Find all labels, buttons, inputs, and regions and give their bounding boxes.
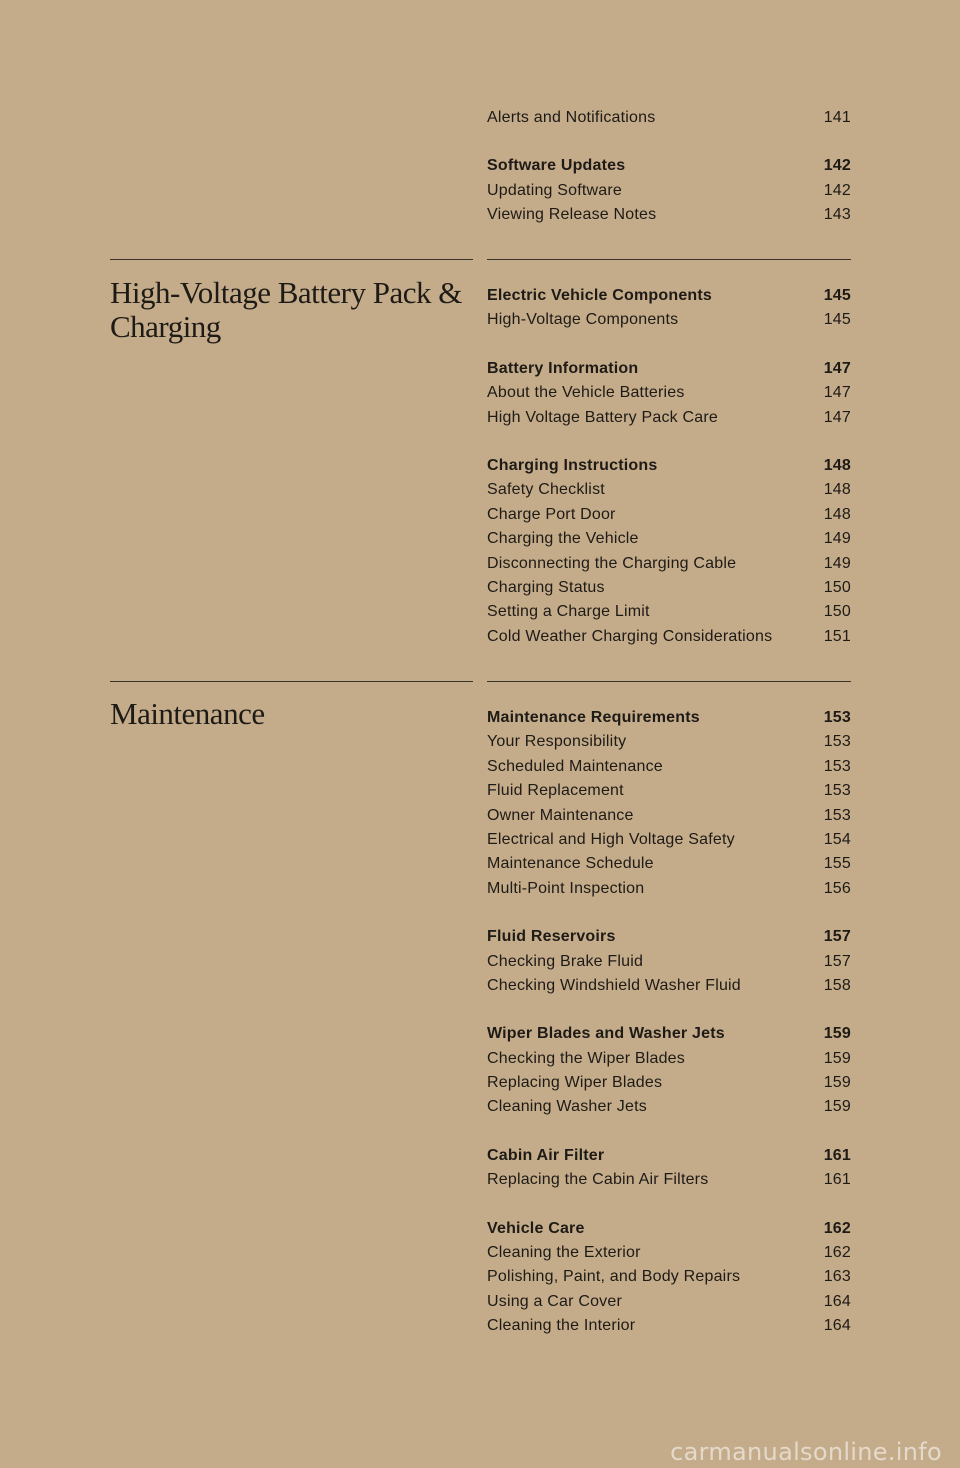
toc-entry-text: Maintenance Schedule bbox=[487, 855, 654, 873]
toc-entry[interactable] bbox=[487, 1241, 851, 1265]
toc-entry-page: 156 bbox=[823, 879, 851, 897]
toc-heading-text: Electric Vehicle Components bbox=[487, 287, 713, 304]
toc-entry-text: Checking Brake Fluid bbox=[487, 952, 644, 970]
toc-entry-page: 142 bbox=[823, 181, 851, 199]
toc-entry[interactable] bbox=[487, 828, 851, 852]
section-divider-left bbox=[110, 681, 473, 682]
toc-entry[interactable] bbox=[487, 730, 851, 754]
toc-section-maintenance bbox=[487, 706, 851, 1339]
toc-group-heading[interactable] bbox=[487, 454, 851, 478]
toc-entry[interactable] bbox=[487, 755, 851, 779]
toc-heading-text: Software Updates bbox=[487, 157, 626, 175]
toc-entry[interactable] bbox=[487, 877, 851, 901]
toc-entry-page: 164 bbox=[823, 1317, 851, 1335]
toc-entry-text: Polishing, Paint, and Body Repairs bbox=[487, 1268, 741, 1286]
toc-entry-text: Multi-Point Inspection bbox=[487, 879, 645, 897]
toc-entry-page: 151 bbox=[823, 627, 851, 645]
toc-heading-page: 157 bbox=[823, 928, 851, 946]
toc-entry[interactable] bbox=[487, 600, 851, 624]
toc-entry-page: 153 bbox=[823, 733, 851, 751]
toc-entry-page: 149 bbox=[823, 530, 851, 548]
toc-entry[interactable] bbox=[487, 1265, 851, 1289]
toc-entry-text: Viewing Release Notes bbox=[487, 206, 657, 224]
toc-heading-page: 153 bbox=[823, 709, 851, 726]
toc-group-heading[interactable] bbox=[487, 1217, 851, 1241]
toc-entry[interactable] bbox=[487, 552, 851, 576]
toc-entry-page: 162 bbox=[823, 1244, 851, 1262]
toc-entry-page: 153 bbox=[823, 757, 851, 775]
toc-group-heading[interactable] bbox=[487, 357, 851, 381]
toc-entry-text: Cleaning the Exterior bbox=[487, 1244, 641, 1262]
watermark: carmanualsonline.info bbox=[670, 1438, 942, 1466]
toc-entry-text: High-Voltage Components bbox=[487, 311, 679, 329]
toc-entry-page: 141 bbox=[823, 109, 851, 126]
toc-heading-text: Cabin Air Filter bbox=[487, 1146, 605, 1164]
toc-entry-text: Checking Windshield Washer Fluid bbox=[487, 976, 741, 994]
toc-entry-text: Electrical and High Voltage Safety bbox=[487, 830, 735, 848]
toc-heading-text: Maintenance Requirements bbox=[487, 709, 700, 726]
toc-entry-page: 164 bbox=[823, 1292, 851, 1310]
toc-entry-page: 159 bbox=[823, 1049, 851, 1067]
toc-entry-page: 143 bbox=[823, 206, 851, 224]
toc-entry-page: 163 bbox=[823, 1268, 851, 1286]
toc-group-heading[interactable] bbox=[487, 1022, 851, 1046]
toc-entry[interactable] bbox=[487, 1314, 851, 1338]
toc-entry-text: Safety Checklist bbox=[487, 481, 605, 499]
toc-entry-text: About the Vehicle Batteries bbox=[487, 384, 685, 402]
toc-entry[interactable] bbox=[487, 406, 851, 430]
toc-entry-text: Fluid Replacement bbox=[487, 782, 624, 800]
toc-entry-page: 150 bbox=[823, 603, 851, 621]
toc-heading-page: 161 bbox=[823, 1146, 851, 1164]
toc-entry[interactable] bbox=[487, 503, 851, 527]
toc-entry-page: 154 bbox=[823, 830, 851, 848]
toc-entry[interactable] bbox=[487, 527, 851, 551]
toc-entry[interactable] bbox=[487, 974, 851, 998]
toc-entry-text: Updating Software bbox=[487, 181, 623, 199]
toc-entry-text: High Voltage Battery Pack Care bbox=[487, 408, 719, 426]
toc-top-continuation bbox=[487, 106, 851, 228]
toc-entry-page: 149 bbox=[823, 554, 851, 572]
toc-entry-page: 153 bbox=[823, 782, 851, 800]
toc-heading-text: Charging Instructions bbox=[487, 456, 658, 474]
toc-entry[interactable] bbox=[487, 576, 851, 600]
toc-heading-page: 147 bbox=[823, 359, 851, 377]
toc-entry-text: Owner Maintenance bbox=[487, 806, 634, 824]
section-title-battery-charging: High-Voltage Battery Pack & Charging bbox=[110, 275, 462, 344]
toc-entry[interactable] bbox=[487, 1095, 851, 1119]
toc-entry[interactable] bbox=[487, 1290, 851, 1314]
toc-entry-text: Your Responsibility bbox=[487, 733, 627, 751]
toc-entry-page: 153 bbox=[823, 806, 851, 824]
toc-entry-text: Cleaning the Interior bbox=[487, 1317, 636, 1335]
toc-heading-page: 148 bbox=[823, 456, 851, 474]
section-divider-right bbox=[487, 259, 851, 260]
toc-entry-page: 148 bbox=[823, 481, 851, 499]
toc-entry-page: 158 bbox=[823, 976, 851, 994]
toc-entry-text: Cleaning Washer Jets bbox=[487, 1098, 647, 1116]
toc-group-heading[interactable] bbox=[487, 1144, 851, 1168]
toc-entry-text: Replacing the Cabin Air Filters bbox=[487, 1171, 709, 1189]
section-divider-right bbox=[487, 681, 851, 682]
toc-entry[interactable] bbox=[487, 381, 851, 405]
toc-entry[interactable] bbox=[487, 804, 851, 828]
toc-entry[interactable] bbox=[487, 950, 851, 974]
toc-entry[interactable] bbox=[487, 1047, 851, 1071]
toc-entry-text: Scheduled Maintenance bbox=[487, 757, 663, 775]
toc-entry-page: 157 bbox=[823, 952, 851, 970]
toc-entry-page: 148 bbox=[823, 505, 851, 523]
toc-group-heading[interactable] bbox=[487, 154, 851, 178]
toc-entry-page: 159 bbox=[823, 1074, 851, 1092]
toc-heading-page: 142 bbox=[823, 157, 851, 175]
toc-entry-text: Replacing Wiper Blades bbox=[487, 1074, 663, 1092]
toc-entry-page: 159 bbox=[823, 1098, 851, 1116]
toc-entry[interactable] bbox=[487, 1071, 851, 1095]
toc-entry[interactable] bbox=[487, 478, 851, 502]
toc-entry-page: 150 bbox=[823, 578, 851, 596]
toc-entry[interactable] bbox=[487, 308, 851, 332]
toc-entry-text: Charging the Vehicle bbox=[487, 530, 639, 548]
toc-entry-page: 147 bbox=[823, 408, 851, 426]
toc-entry-text: Cold Weather Charging Considerations bbox=[487, 627, 773, 645]
toc-heading-page: 159 bbox=[823, 1025, 851, 1043]
toc-group-heading[interactable] bbox=[487, 706, 851, 730]
toc-entry-page: 147 bbox=[823, 384, 851, 402]
toc-heading-text: Vehicle Care bbox=[487, 1219, 585, 1237]
toc-heading-text: Fluid Reservoirs bbox=[487, 928, 616, 946]
toc-entry[interactable] bbox=[487, 779, 851, 803]
toc-heading-text: Battery Information bbox=[487, 359, 639, 377]
toc-entry[interactable] bbox=[487, 1168, 851, 1192]
toc-entry-page: 155 bbox=[823, 855, 851, 873]
toc-entry[interactable] bbox=[487, 852, 851, 876]
toc-entry-page: 145 bbox=[823, 311, 851, 329]
toc-entry-text: Alerts and Notifications bbox=[487, 109, 656, 126]
toc-entry[interactable] bbox=[487, 203, 851, 227]
toc-entry-text: Charging Status bbox=[487, 578, 605, 596]
section-divider-left bbox=[110, 259, 473, 260]
toc-entry-page: 161 bbox=[823, 1171, 851, 1189]
toc-entry[interactable] bbox=[487, 106, 851, 130]
toc-section-battery-charging bbox=[487, 284, 851, 649]
toc-entry-text: Disconnecting the Charging Cable bbox=[487, 554, 737, 572]
toc-entry-text: Using a Car Cover bbox=[487, 1292, 623, 1310]
toc-heading-page: 145 bbox=[823, 287, 851, 304]
toc-entry[interactable] bbox=[487, 625, 851, 649]
toc-entry-text: Setting a Charge Limit bbox=[487, 603, 650, 621]
toc-entry-text: Charge Port Door bbox=[487, 505, 616, 523]
toc-group-heading[interactable] bbox=[487, 925, 851, 949]
toc-entry[interactable] bbox=[487, 179, 851, 203]
toc-entry-text: Checking the Wiper Blades bbox=[487, 1049, 685, 1067]
toc-group-heading[interactable] bbox=[487, 284, 851, 308]
toc-heading-text: Wiper Blades and Washer Jets bbox=[487, 1025, 725, 1043]
toc-heading-page: 162 bbox=[823, 1219, 851, 1237]
section-title-maintenance: Maintenance bbox=[110, 696, 265, 731]
